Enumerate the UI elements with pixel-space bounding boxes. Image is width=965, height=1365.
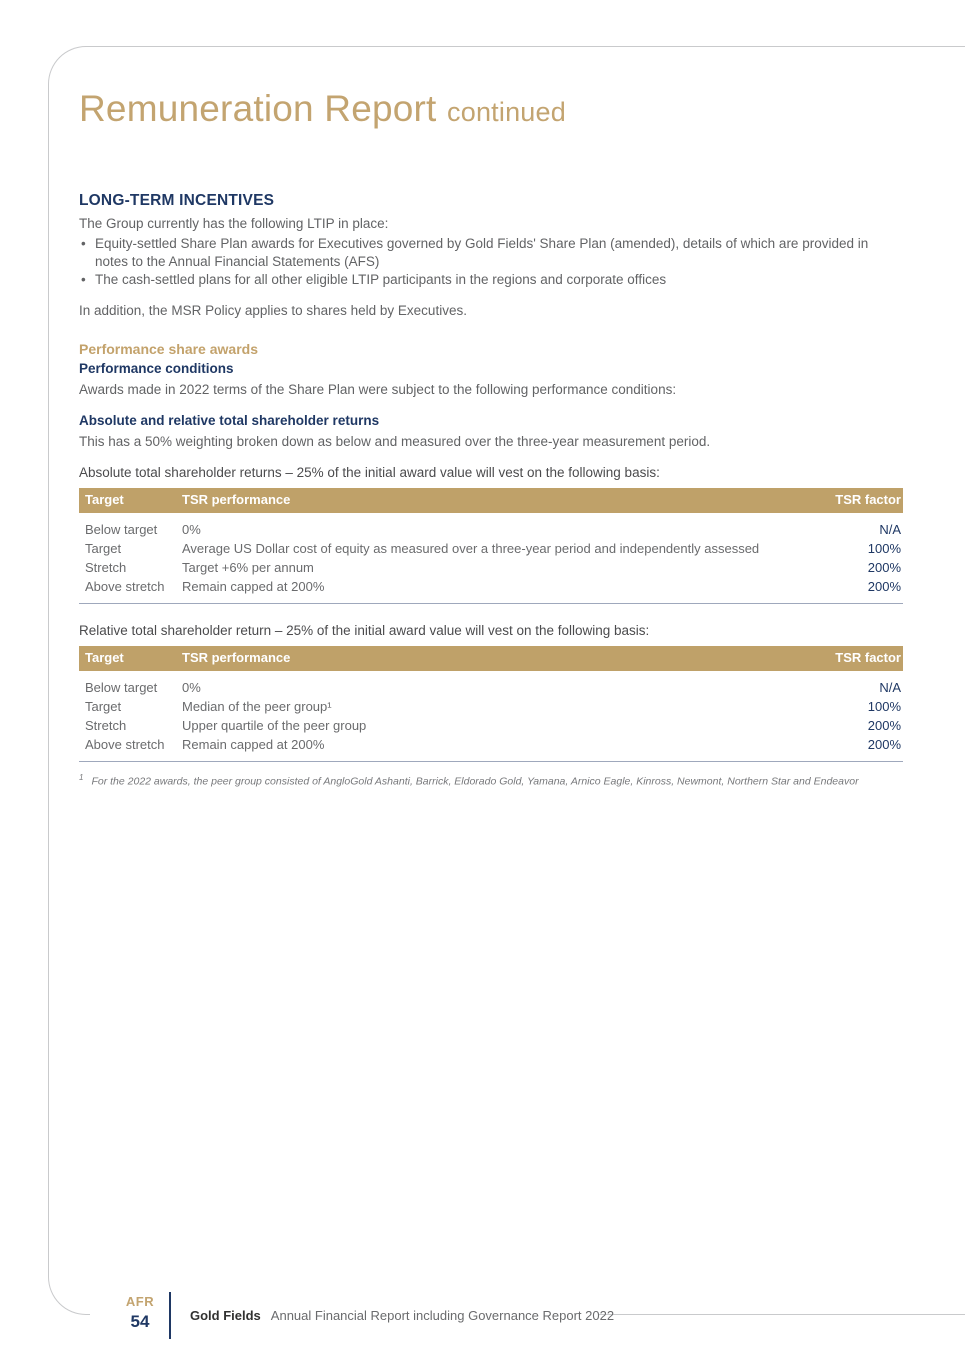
relative-tsr-table-body xyxy=(79,671,903,761)
bullet-item: • The cash-settled plans for all other eligible LTIP participants in the regions and corporate offices xyxy=(79,271,903,289)
cell-tsr-performance: Median of the peer group¹ xyxy=(182,699,332,714)
cell-tsr-performance: 0% xyxy=(182,680,201,695)
cell-target: Target xyxy=(85,699,122,714)
footer-afr-label: AFR xyxy=(125,1294,155,1309)
cell-tsr-factor: 200% xyxy=(867,718,901,733)
absolute-tsr-table xyxy=(79,488,903,604)
lti-bullet-list xyxy=(79,235,903,289)
bullet-item: • Equity-settled Share Plan awards for Executives governed by Gold Fields' Share Plan (amended), details of which are provided in notes to the Annual Financial Statements (AFS) xyxy=(79,235,903,271)
cell-tsr-factor: 100% xyxy=(867,541,901,556)
lti-note-paragraph: In addition, the MSR Policy applies to shares held by Executives. xyxy=(79,303,467,318)
cell-target: Target xyxy=(85,541,122,556)
column-header-tsr-factor: TSR factor xyxy=(818,488,903,513)
cell-tsr-factor: 200% xyxy=(867,560,901,575)
table-row xyxy=(79,558,903,577)
table-row xyxy=(79,716,903,735)
section-heading-long-term-incentives: LONG-TERM INCENTIVES xyxy=(79,192,275,209)
absolute-tsr-table-caption: Absolute total shareholder returns – 25% of the initial award value will vest on the following basis: xyxy=(79,465,660,480)
psa-body-paragraph: Awards made in 2022 terms of the Share Plan were subject to the following performance conditions: xyxy=(79,382,677,397)
cell-target: Above stretch xyxy=(85,579,165,594)
cell-target: Stretch xyxy=(85,560,127,575)
table-row xyxy=(79,735,903,761)
column-header-target: Target xyxy=(79,646,174,671)
footnote-text: For the 2022 awards, the peer group consisted of AngloGold Ashanti, Barrick, Eldorado Gold, Yamana, Arnico Eagle, Kinross, Newmont, Northern Star and Endeavor xyxy=(91,775,859,788)
cell-tsr-factor: 200% xyxy=(867,579,901,594)
footnote-marker: 1 xyxy=(79,773,84,782)
page-title xyxy=(79,88,903,130)
column-header-target: Target xyxy=(79,488,174,513)
cell-tsr-performance: Target +6% per annum xyxy=(182,560,314,575)
cell-tsr-performance: Upper quartile of the peer group xyxy=(182,718,367,733)
column-header-tsr-performance: TSR performance xyxy=(174,646,818,671)
cell-tsr-factor: 200% xyxy=(867,737,901,752)
cell-tsr-performance: Average US Dollar cost of equity as measured over a three-year period and independently assessed xyxy=(182,541,760,556)
footer-divider-line xyxy=(169,1292,171,1339)
cell-tsr-factor: 100% xyxy=(867,699,901,714)
cell-target: Below target xyxy=(85,680,158,695)
heading-performance-conditions: Performance conditions xyxy=(79,361,234,376)
cell-tsr-performance: 0% xyxy=(182,522,201,537)
page-content xyxy=(79,0,903,789)
footer-afr-block xyxy=(122,1292,158,1339)
heading-absolute-relative-tsr: Absolute and relative total shareholder returns xyxy=(79,413,380,428)
table-row xyxy=(79,513,903,539)
page-footer xyxy=(122,1292,614,1339)
lti-intro-paragraph: The Group currently has the following LTIP in place: xyxy=(79,216,389,231)
cell-tsr-performance: Remain capped at 200% xyxy=(182,737,325,752)
cell-target: Stretch xyxy=(85,718,127,733)
table-row xyxy=(79,671,903,697)
footer-page-number: 54 xyxy=(130,1312,150,1331)
cell-target: Above stretch xyxy=(85,737,165,752)
peer-group-footnote xyxy=(79,771,903,789)
footer-brand-line xyxy=(190,1292,614,1339)
column-header-tsr-factor: TSR factor xyxy=(818,646,903,671)
table-header-row xyxy=(79,646,903,671)
heading-performance-share-awards: Performance share awards xyxy=(79,341,258,357)
table-row xyxy=(79,577,903,603)
table-row xyxy=(79,539,903,558)
cell-tsr-factor: N/A xyxy=(879,522,901,537)
absolute-tsr-table-body xyxy=(79,513,903,603)
relative-tsr-table xyxy=(79,646,903,762)
cell-target: Below target xyxy=(85,522,158,537)
footer-brand-name: Gold Fields xyxy=(190,1308,261,1323)
column-header-tsr-performance: TSR performance xyxy=(174,488,818,513)
cell-tsr-performance: Remain capped at 200% xyxy=(182,579,325,594)
footer-report-title: Annual Financial Report including Governance Report 2022 xyxy=(270,1308,615,1323)
page-title-main: Remuneration Report xyxy=(79,88,437,129)
table-row xyxy=(79,697,903,716)
table-header-row xyxy=(79,488,903,513)
relative-tsr-table-caption: Relative total shareholder return – 25% of the initial award value will vest on the following basis: xyxy=(79,623,650,638)
cell-tsr-factor: N/A xyxy=(879,680,901,695)
page-title-suffix: continued xyxy=(447,97,566,127)
psa-body2-paragraph: This has a 50% weighting broken down as below and measured over the three-year measurement period. xyxy=(79,434,711,449)
